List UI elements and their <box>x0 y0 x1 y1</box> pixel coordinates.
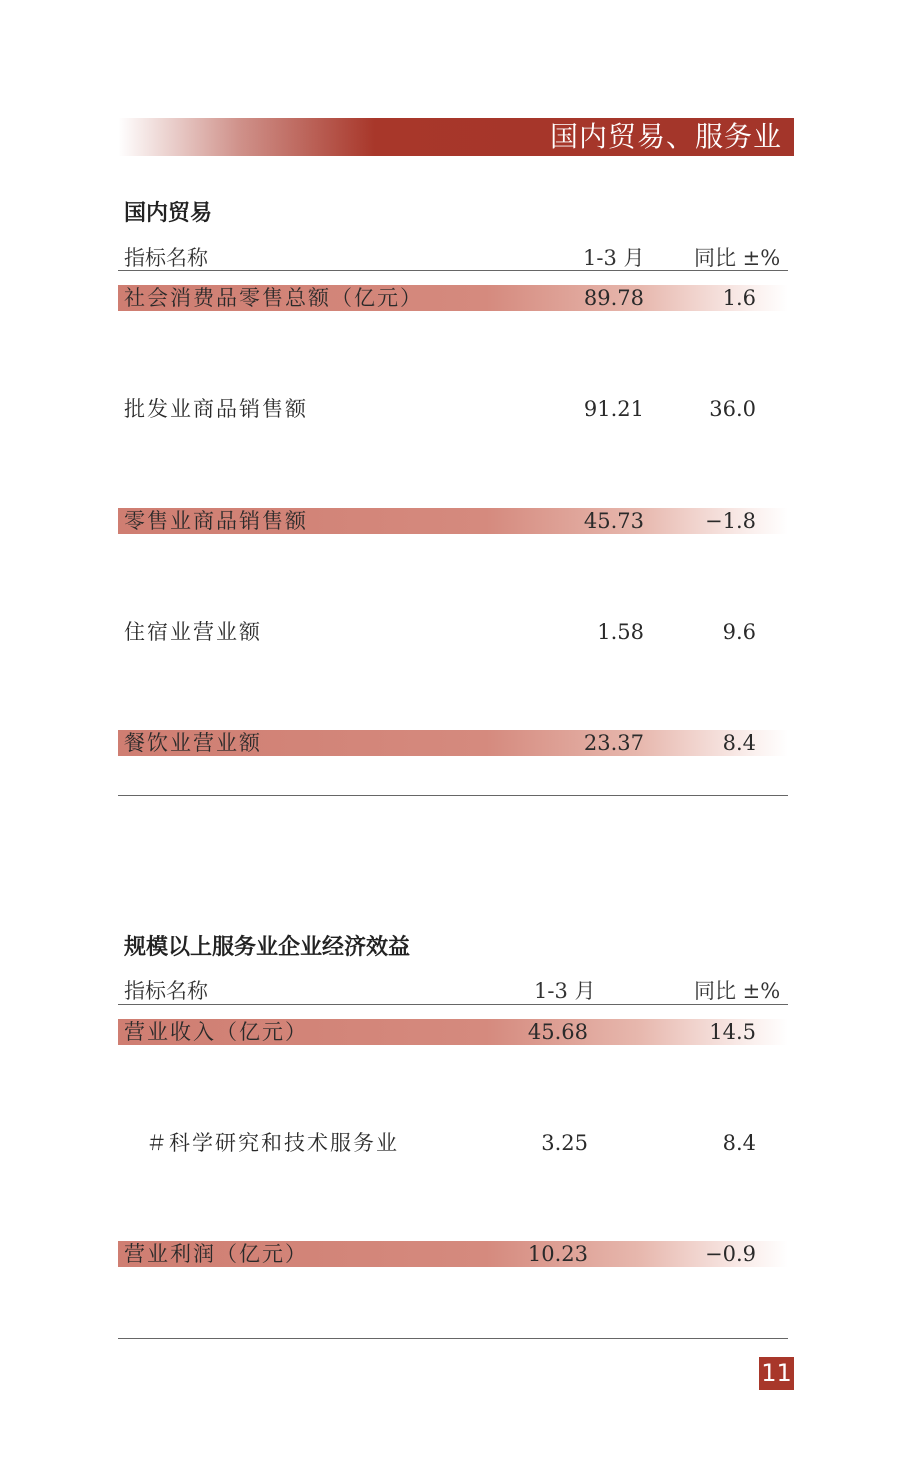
section-banner <box>118 118 794 156</box>
domestic-trade-title: 国内贸易 <box>124 201 213 226</box>
table-row <box>118 619 788 645</box>
row-value: 89.78 <box>583 286 644 310</box>
row-name: 批发业商品销售额 <box>124 397 308 421</box>
row-yoy: 8.4 <box>722 731 756 755</box>
services-title: 规模以上服务业企业经济效益 <box>124 935 411 960</box>
table-row <box>118 396 788 422</box>
row-yoy: −1.8 <box>705 509 756 533</box>
row-yoy: 1.6 <box>722 286 756 310</box>
page-number: 11 <box>759 1357 794 1390</box>
table-row <box>118 285 788 311</box>
header-rule <box>118 270 788 271</box>
table-row <box>118 1019 788 1045</box>
row-name: 住宿业营业额 <box>124 620 262 644</box>
row-yoy: 9.6 <box>722 620 756 644</box>
row-yoy: 14.5 <box>709 1020 756 1044</box>
header-rule <box>118 1004 788 1005</box>
row-name: 营业收入（亿元） <box>124 1020 308 1044</box>
row-name: 营业利润（亿元） <box>124 1242 308 1266</box>
row-name: 餐饮业营业额 <box>124 731 262 755</box>
row-value: 3.25 <box>541 1131 588 1155</box>
header-period: 1-3 月 <box>583 246 645 270</box>
table-row <box>118 508 788 534</box>
header-period: 1-3 月 <box>534 979 596 1003</box>
row-name: 社会消费品零售总额（亿元） <box>124 286 423 310</box>
header-yoy: 同比 ±% <box>694 246 781 270</box>
row-value: 23.37 <box>583 731 644 755</box>
row-value: 45.68 <box>527 1020 588 1044</box>
row-value: 91.21 <box>583 397 644 421</box>
table-row <box>118 1130 788 1156</box>
row-value: 1.58 <box>597 620 644 644</box>
banner-title: 国内贸易、服务业 <box>549 120 782 153</box>
row-name: ＃科学研究和技术服务业 <box>146 1131 399 1155</box>
row-value: 10.23 <box>527 1242 588 1266</box>
row-yoy: −0.9 <box>705 1242 756 1266</box>
table-row <box>118 730 788 756</box>
header-indicator-name: 指标名称 <box>124 246 208 270</box>
table-bottom-rule <box>118 795 788 796</box>
row-value: 45.73 <box>583 509 644 533</box>
header-yoy: 同比 ±% <box>694 979 781 1003</box>
row-yoy: 8.4 <box>722 1131 756 1155</box>
row-name: 零售业商品销售额 <box>124 509 308 533</box>
table-row <box>118 1241 788 1267</box>
table-bottom-rule <box>118 1338 788 1339</box>
row-yoy: 36.0 <box>709 397 756 421</box>
header-indicator-name: 指标名称 <box>124 979 208 1003</box>
